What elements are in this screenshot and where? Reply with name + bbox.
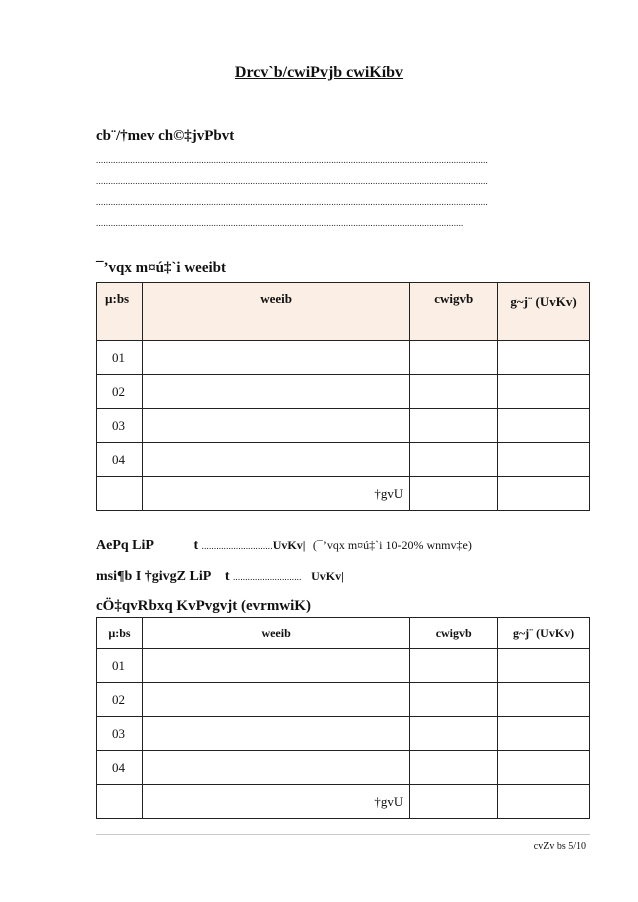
row-price-cell[interactable] bbox=[498, 751, 590, 785]
raw-materials-table bbox=[96, 617, 590, 819]
section-heading-raw-materials: cÖ‡qvRbxq KvPvgvjt (evrmwiK) bbox=[96, 598, 311, 614]
dotted-line-3: ................................................................................................................................................................ bbox=[96, 197, 488, 207]
row-quantity-cell[interactable] bbox=[410, 683, 498, 717]
row-quantity-cell[interactable] bbox=[410, 375, 498, 409]
header-description: weeib bbox=[142, 283, 409, 341]
header-serial: µ:bs bbox=[97, 283, 143, 341]
section-heading-fixed-assets: ¯’vqx m¤ú‡`i weeibt bbox=[96, 260, 226, 276]
table-row bbox=[97, 409, 590, 443]
row-description-cell[interactable] bbox=[142, 683, 409, 717]
header-price: g~j¨ (UvKv) bbox=[498, 283, 590, 341]
depreciation-t: t bbox=[193, 538, 199, 553]
page-number bbox=[534, 841, 586, 852]
table-header-row bbox=[97, 283, 590, 341]
repair-label: msi¶b I †givgZ LiP bbox=[96, 569, 212, 584]
depreciation-label: AePq LiP bbox=[96, 538, 154, 553]
row-serial: 02 bbox=[97, 375, 143, 409]
row-price-cell[interactable] bbox=[498, 375, 590, 409]
table-row bbox=[97, 683, 590, 717]
header-description: weeib bbox=[142, 618, 409, 649]
row-serial: 04 bbox=[97, 751, 143, 785]
table-row bbox=[97, 443, 590, 477]
fixed-assets-table bbox=[96, 282, 590, 511]
header-quantity: cwigvb bbox=[410, 618, 498, 649]
repair-t: t bbox=[224, 569, 230, 584]
section-heading-review: cb¨/†mev ch©‡jvPbvt bbox=[96, 128, 235, 144]
row-description-cell[interactable] bbox=[142, 649, 409, 683]
depreciation-unit: UvKv| bbox=[272, 538, 306, 552]
dotted-line-1: ................................................................................................................................................................ bbox=[96, 155, 488, 165]
row-description-cell[interactable] bbox=[142, 443, 409, 477]
row-price-cell[interactable] bbox=[498, 341, 590, 375]
row-serial: 01 bbox=[97, 649, 143, 683]
page-number-value: 5/10 bbox=[568, 841, 586, 852]
header-price: g~j¨ (UvKv) bbox=[498, 618, 590, 649]
header-serial: µ:bs bbox=[97, 618, 143, 649]
row-quantity-cell[interactable] bbox=[410, 443, 498, 477]
total-label: †gvU bbox=[142, 477, 409, 511]
total-quantity-cell[interactable] bbox=[410, 785, 498, 819]
row-quantity-cell[interactable] bbox=[410, 717, 498, 751]
row-description-cell[interactable] bbox=[142, 341, 409, 375]
dotted-line-2: ................................................................................................................................................................ bbox=[96, 176, 488, 186]
table-header-row bbox=[97, 618, 590, 649]
row-serial: 03 bbox=[97, 717, 143, 751]
repair-unit: UvKv| bbox=[311, 569, 344, 583]
row-description-cell[interactable] bbox=[142, 375, 409, 409]
table-row bbox=[97, 375, 590, 409]
row-price-cell[interactable] bbox=[498, 717, 590, 751]
depreciation-line bbox=[96, 538, 472, 554]
footer-divider bbox=[96, 834, 590, 835]
repair-dots[interactable]: ............................ bbox=[232, 572, 302, 582]
depreciation-note: (¯’vqx m¤ú‡`i 10-20% wnmv‡e) bbox=[312, 538, 472, 552]
row-quantity-cell[interactable] bbox=[410, 341, 498, 375]
total-price-cell[interactable] bbox=[498, 477, 590, 511]
row-price-cell[interactable] bbox=[498, 683, 590, 717]
repair-line bbox=[96, 569, 344, 585]
row-price-cell[interactable] bbox=[498, 443, 590, 477]
table-total-row bbox=[97, 785, 590, 819]
row-description-cell[interactable] bbox=[142, 409, 409, 443]
total-empty-cell bbox=[97, 785, 143, 819]
row-serial: 02 bbox=[97, 683, 143, 717]
row-price-cell[interactable] bbox=[498, 409, 590, 443]
row-quantity-cell[interactable] bbox=[410, 649, 498, 683]
row-description-cell[interactable] bbox=[142, 717, 409, 751]
table-row bbox=[97, 341, 590, 375]
row-quantity-cell[interactable] bbox=[410, 409, 498, 443]
table-row bbox=[97, 717, 590, 751]
total-quantity-cell[interactable] bbox=[410, 477, 498, 511]
total-empty-cell bbox=[97, 477, 143, 511]
page-title: Drcv`b/cwiPvjb cwiKíbv bbox=[234, 64, 404, 81]
page-label: cvZv bs bbox=[533, 841, 566, 852]
total-price-cell[interactable] bbox=[498, 785, 590, 819]
row-quantity-cell[interactable] bbox=[410, 751, 498, 785]
dotted-line-4: ...................................................................................................................................................... bbox=[96, 218, 464, 228]
total-label: †gvU bbox=[142, 785, 409, 819]
table-row bbox=[97, 751, 590, 785]
row-price-cell[interactable] bbox=[498, 649, 590, 683]
row-serial: 03 bbox=[97, 409, 143, 443]
table-total-row bbox=[97, 477, 590, 511]
table-row bbox=[97, 649, 590, 683]
depreciation-dots[interactable]: ............................. bbox=[201, 541, 273, 551]
row-serial: 01 bbox=[97, 341, 143, 375]
row-serial: 04 bbox=[97, 443, 143, 477]
row-description-cell[interactable] bbox=[142, 751, 409, 785]
header-quantity: cwigvb bbox=[410, 283, 498, 341]
